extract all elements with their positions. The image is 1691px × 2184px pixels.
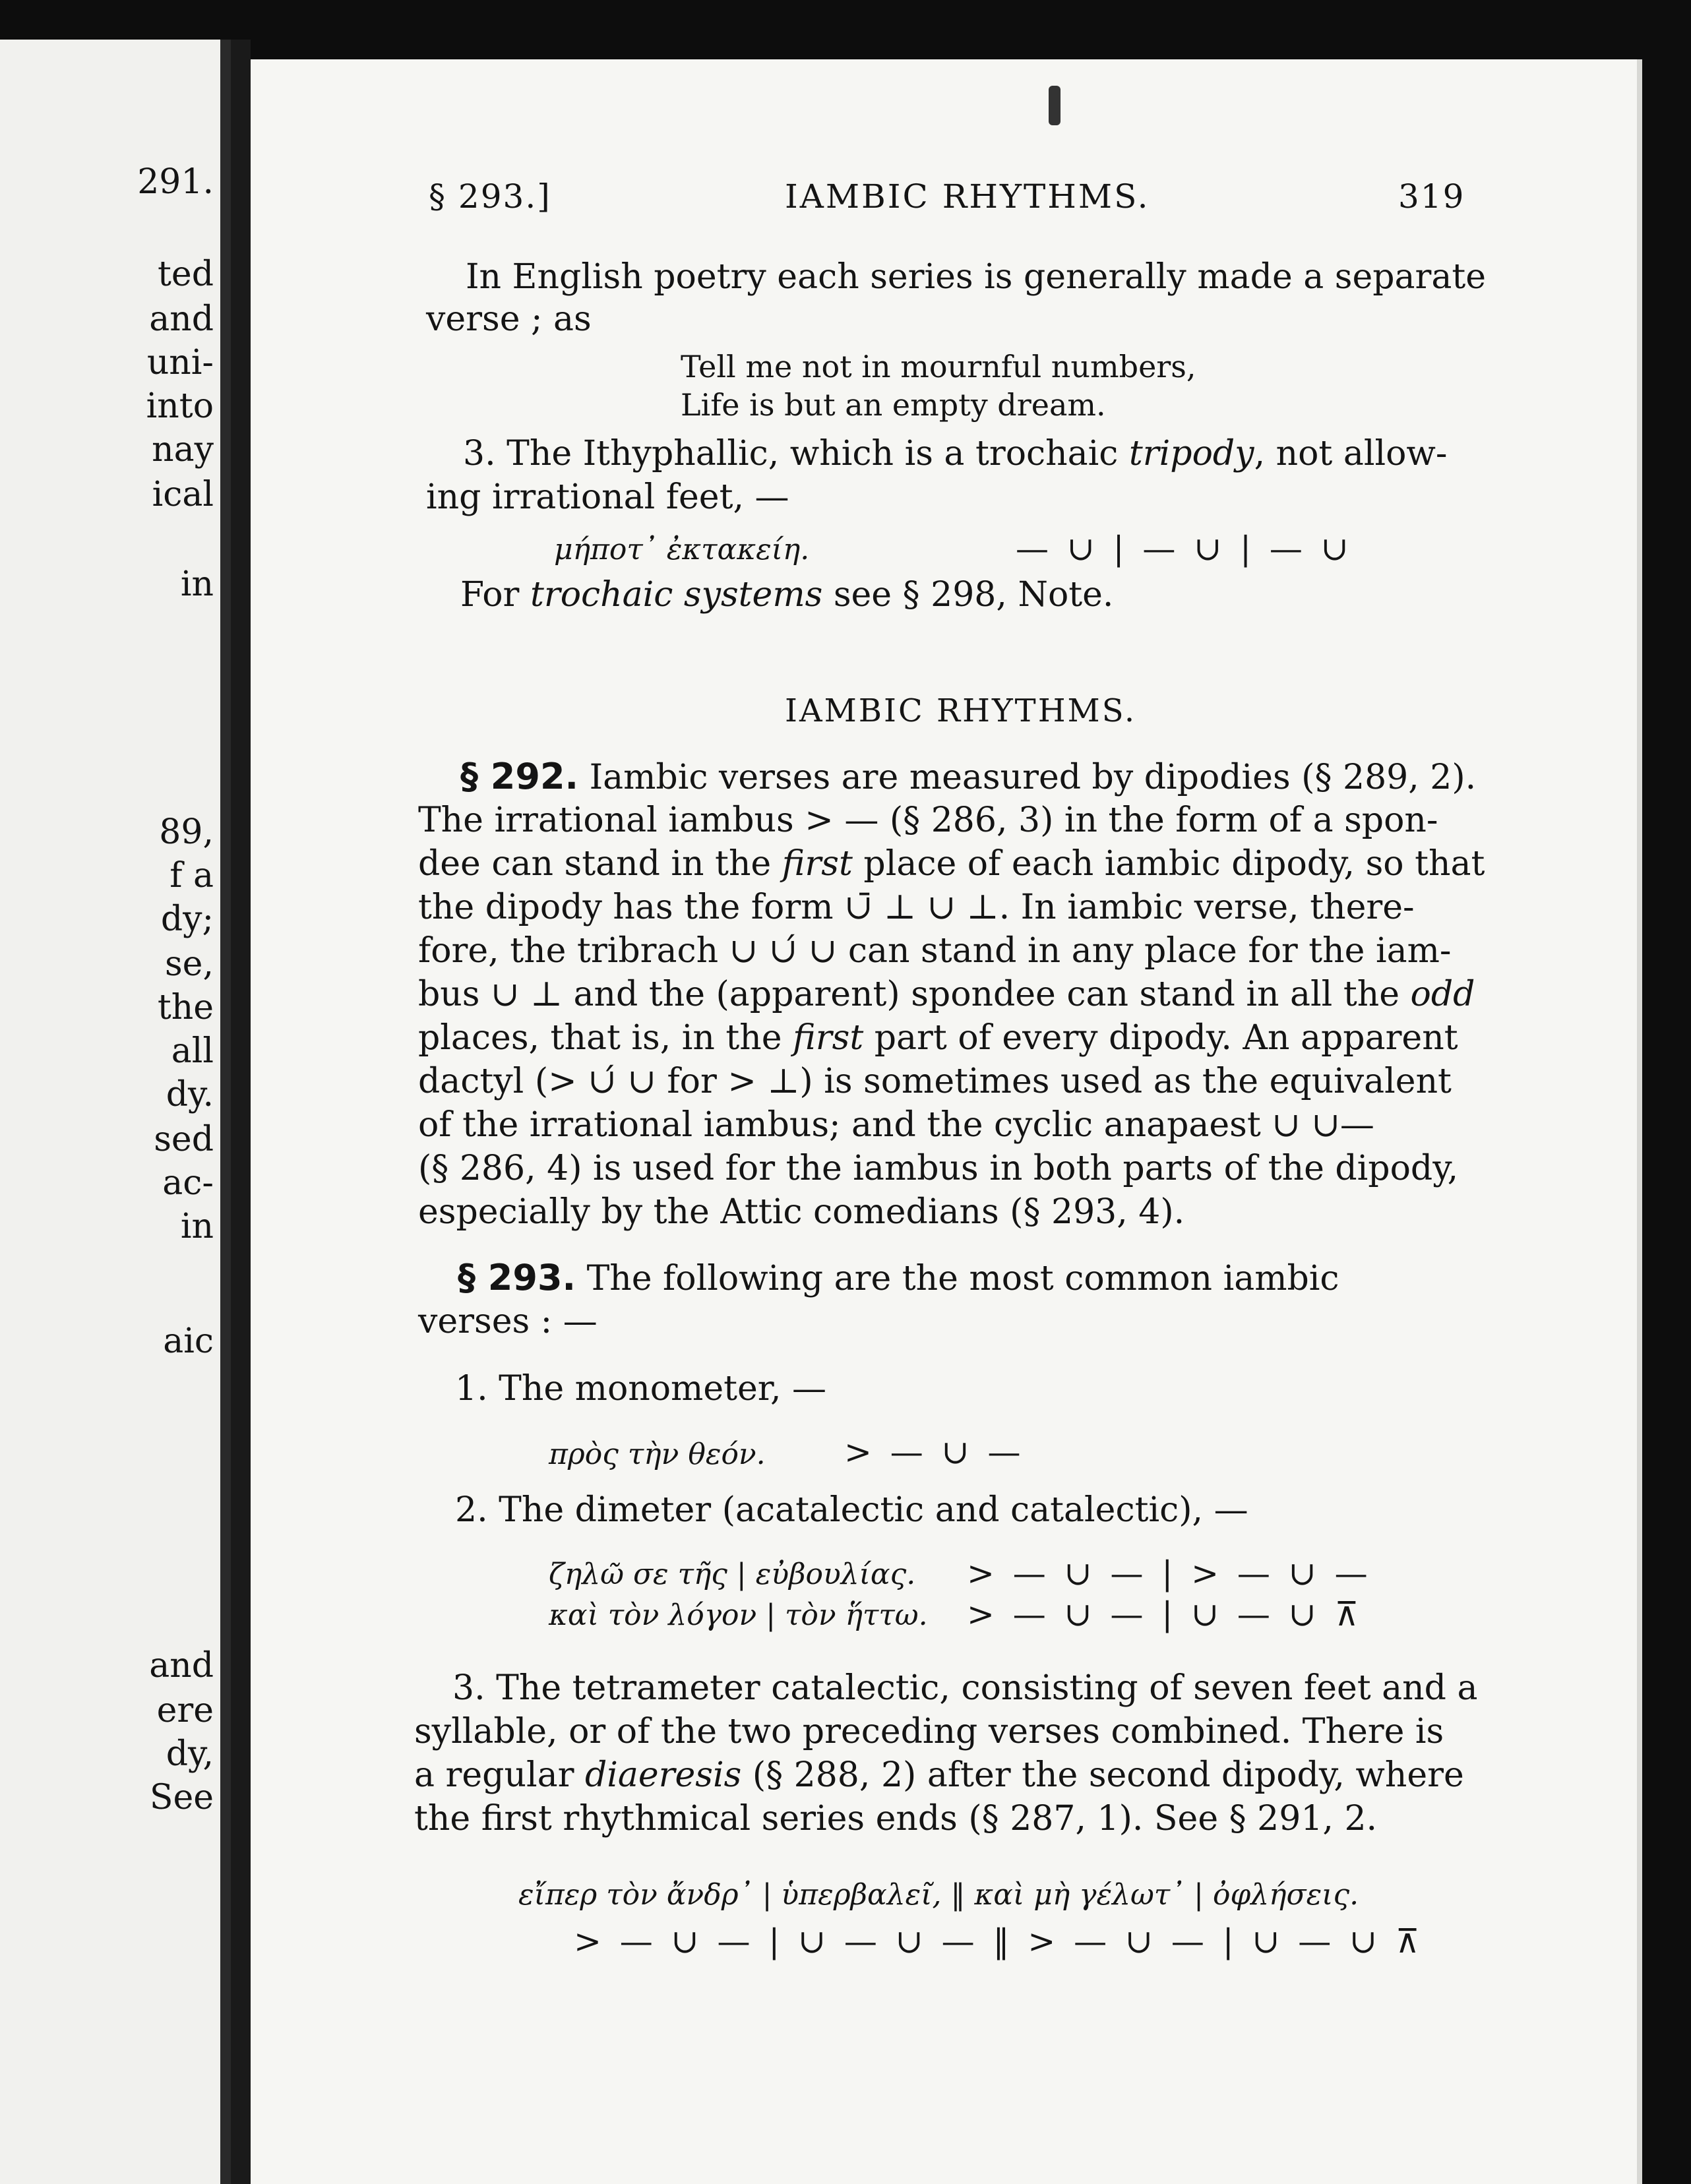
metrical-scheme: > — ∪ — | ∪ — ∪ ⊼: [967, 1595, 1363, 1633]
text-span: bus ∪ ⊥ and the (apparent) spondee can stand in all the: [418, 975, 1411, 1014]
emphasis: first: [782, 844, 853, 884]
text-span: places, that is, in the: [418, 1018, 793, 1058]
english-example: Life is but an empty dream.: [681, 387, 1106, 423]
item-number: 2.: [455, 1490, 488, 1530]
text-line: dactyl (> ∪́ ∪ for > ⊥) is sometimes used as the equivalent: [418, 1062, 1452, 1101]
text-line: [460, 575, 1113, 615]
greek-verse: μήποτ᾽ ἐκτακείη.: [554, 533, 810, 566]
section-number: § 293.: [458, 1257, 576, 1298]
text-span: see § 298, Note.: [822, 575, 1114, 615]
text-line: [418, 844, 1485, 884]
left-fragment: ac-: [162, 1163, 214, 1203]
left-fragment: sed: [154, 1120, 214, 1159]
metrical-scheme: — ∪ | — ∪ | — ∪: [1016, 530, 1353, 568]
left-fragment: all: [171, 1031, 214, 1071]
left-page-margin: [0, 40, 231, 2184]
left-fragment: ere: [156, 1691, 214, 1730]
left-fragment: the: [157, 988, 214, 1027]
metrical-scheme: > — ∪ —: [844, 1433, 1025, 1471]
text-span: The monometer, —: [499, 1369, 826, 1409]
left-fragment: f a: [169, 856, 214, 895]
left-fragment: nay: [152, 430, 214, 470]
ink-mark: [1049, 86, 1061, 125]
text-span: part of every dipody. An apparent: [863, 1018, 1458, 1058]
left-fragment: into: [146, 386, 214, 426]
book-page: [251, 59, 1642, 2184]
section-number: § 292.: [460, 756, 579, 797]
book-spine: [231, 40, 251, 2184]
left-fragment: dy,: [166, 1734, 214, 1774]
text-line: [460, 757, 1476, 797]
left-fragment: in: [180, 1207, 214, 1246]
text-line: syllable, or of the two preceding verses combined. There is: [414, 1712, 1444, 1751]
left-fragment: aic: [163, 1321, 214, 1361]
left-fragment: and: [149, 299, 214, 339]
text-line: The irrational iambus > — (§ 286, 3) in the form of a spon-: [418, 801, 1438, 840]
english-example: Tell me not in mournful numbers,: [681, 349, 1196, 384]
text-span: Iambic verses are measured by dipodies (§ 289, 2).: [589, 758, 1477, 797]
text-span: place of each iambic dipody, so that: [852, 844, 1485, 884]
page-number: 319: [1398, 177, 1465, 216]
greek-verse: εἴπερ τὸν ἄνδρ᾽ | ὑπερβαλεῖ, ‖ καὶ μὴ γέλωτ᾽ | ὀφλήσεις.: [518, 1878, 1359, 1912]
left-page-edge: [220, 40, 231, 2184]
text-line: ing irrational feet, —: [426, 477, 789, 517]
running-title: IAMBIC RHYTHMS.: [785, 177, 1150, 216]
section-heading: IAMBIC RHYTHMS.: [785, 692, 1137, 729]
text-line: verse ; as: [426, 299, 592, 339]
left-fragment: and: [149, 1646, 214, 1685]
greek-verse: καὶ τὸν λόγον | τὸν ἥττω.: [549, 1598, 928, 1632]
text-span: (§ 288, 2) after the second dipody, where: [741, 1755, 1464, 1795]
metrical-scheme: > — ∪ — | ∪ — ∪ — ‖ > — ∪ — | ∪ — ∪ ⊼: [574, 1922, 1424, 1960]
text-line: [458, 1258, 1339, 1298]
text-line: (§ 286, 4) is used for the iambus in both parts of the dipody,: [418, 1149, 1459, 1188]
text-line: [463, 434, 1448, 473]
text-line: [414, 1755, 1464, 1795]
left-fragment: se,: [165, 944, 214, 984]
text-line: verses : —: [418, 1302, 598, 1341]
left-fragment: 291.: [137, 162, 214, 202]
left-fragment: 89,: [159, 812, 214, 852]
left-fragment: See: [149, 1778, 214, 1817]
text-span: , not allow-: [1254, 434, 1448, 473]
left-fragment: in: [180, 564, 214, 604]
item-number: 3.: [452, 1668, 485, 1708]
greek-verse: ζηλῶ σε τῆς | εὐβουλίας.: [549, 1558, 916, 1591]
left-fragment: dy;: [160, 899, 214, 939]
text-line: of the irrational iambus; and the cyclic anapaest ∪ ∪—: [418, 1105, 1374, 1145]
left-fragment: ted: [158, 255, 214, 294]
text-span: For: [460, 575, 530, 615]
emphasis: odd: [1410, 975, 1475, 1014]
emphasis: first: [793, 1018, 864, 1058]
text-span: The tetrameter catalectic, consisting of seven feet and a: [496, 1668, 1478, 1708]
text-line: [455, 1369, 826, 1409]
emphasis: tripody: [1128, 434, 1254, 473]
text-span: a regular: [414, 1755, 585, 1795]
text-line: fore, the tribrach ∪ ∪́ ∪ can stand in any place for the iam-: [418, 931, 1452, 971]
text-span: The Ithyphallic, which is a trochaic: [507, 434, 1129, 473]
left-fragment: dy.: [166, 1075, 214, 1114]
text-span: dee can stand in the: [418, 844, 782, 884]
left-fragment: uni-: [146, 343, 214, 382]
text-line: [418, 1018, 1458, 1058]
header-section-ref: § 293.]: [429, 177, 551, 216]
text-line: [418, 975, 1475, 1014]
emphasis: diaeresis: [584, 1755, 742, 1795]
emphasis: trochaic systems: [530, 575, 823, 615]
item-number: 3.: [463, 434, 496, 473]
text-line: [455, 1490, 1248, 1530]
text-line: especially by the Attic comedians (§ 293, 4).: [418, 1192, 1185, 1232]
text-line: the dipody has the form ∪̄ ⊥ ∪ ⊥. In iambic verse, there-: [418, 888, 1415, 927]
metrical-scheme: > — ∪ — | > — ∪ —: [967, 1554, 1372, 1592]
text-span: The following are the most common iambic: [586, 1259, 1339, 1298]
text-span: The dimeter (acatalectic and catalectic), —: [499, 1490, 1248, 1530]
item-number: 1.: [455, 1369, 488, 1409]
text-line: In English poetry each series is generally made a separate: [466, 257, 1487, 297]
text-line: the first rhythmical series ends (§ 287, 1). See § 291, 2.: [414, 1799, 1378, 1838]
text-line: [452, 1668, 1477, 1708]
page-edge: [1637, 59, 1642, 2184]
left-fragment: ical: [152, 475, 214, 514]
greek-verse: πρὸς τὴν θεόν.: [549, 1438, 766, 1471]
